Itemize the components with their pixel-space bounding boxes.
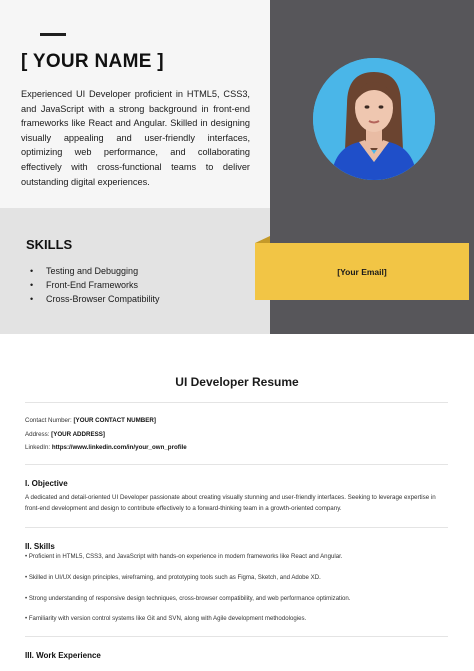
profile-photo <box>313 58 435 180</box>
objective-text: A dedicated and detail-oriented UI Developer passionate about creating visually stunning and user-friendly interfaces. Seeking to leverage expertise in front-end development and design to contribute effectively to a forward-thinking team in a growth-oriented company. <box>25 494 436 512</box>
contact-address: Address: [YOUR ADDRESS] <box>25 431 105 438</box>
list-item: • Strong understanding of responsive design techniques, cross-browser compatibility, and web performance optimization. <box>25 595 449 602</box>
profile-summary: Experienced UI Developer proficient in HTML5, CSS3, and JavaScript with a strong background in front-end frameworks like React and Angular. Skilled in designing visually appealing and user-friendly interfaces, optimizing web performance, and collaborating effectively with cross-functional teams to deliver outstanding digital experiences. <box>21 89 250 187</box>
email-band-fold <box>255 236 270 243</box>
resume-title: UI Developer Resume <box>175 375 299 389</box>
list-item: • Skilled in UI/UX design principles, wireframing, and prototyping tools such as Figma, Sketch, and Adobe XD. <box>25 574 449 581</box>
list-item: • Familiarity with version control systems like Git and SVN, along with Agile development methodologies. <box>25 615 449 622</box>
divider <box>25 464 448 465</box>
experience-heading: III. Work Experience <box>25 651 101 660</box>
accent-dash <box>40 33 66 36</box>
list-item: • Cross-Browser Compatibility <box>30 292 160 306</box>
list-item: • Testing and Debugging <box>30 264 160 278</box>
divider <box>25 402 448 403</box>
divider <box>25 527 448 528</box>
candidate-name: [ YOUR NAME ] <box>21 51 164 72</box>
skills-panel-list <box>30 264 160 306</box>
portrait-illustration <box>313 58 435 180</box>
objective-heading: I. Objective <box>25 479 68 488</box>
skills-panel-title: SKILLS <box>26 237 73 252</box>
divider <box>25 636 448 637</box>
list-item: • Proficient in HTML5, CSS3, and JavaScript with hands-on experience in modern frameworks like React and Angular. <box>25 553 449 560</box>
contact-linkedin[interactable]: LinkedIn: https://www.linkedin.com/in/your_own_profile <box>25 444 187 451</box>
skills-heading: II. Skills <box>25 542 55 551</box>
list-item: • Front-End Frameworks <box>30 278 160 292</box>
email-text: [Your Email] <box>337 266 387 277</box>
contact-number: Contact Number: [YOUR CONTACT NUMBER] <box>25 417 156 424</box>
